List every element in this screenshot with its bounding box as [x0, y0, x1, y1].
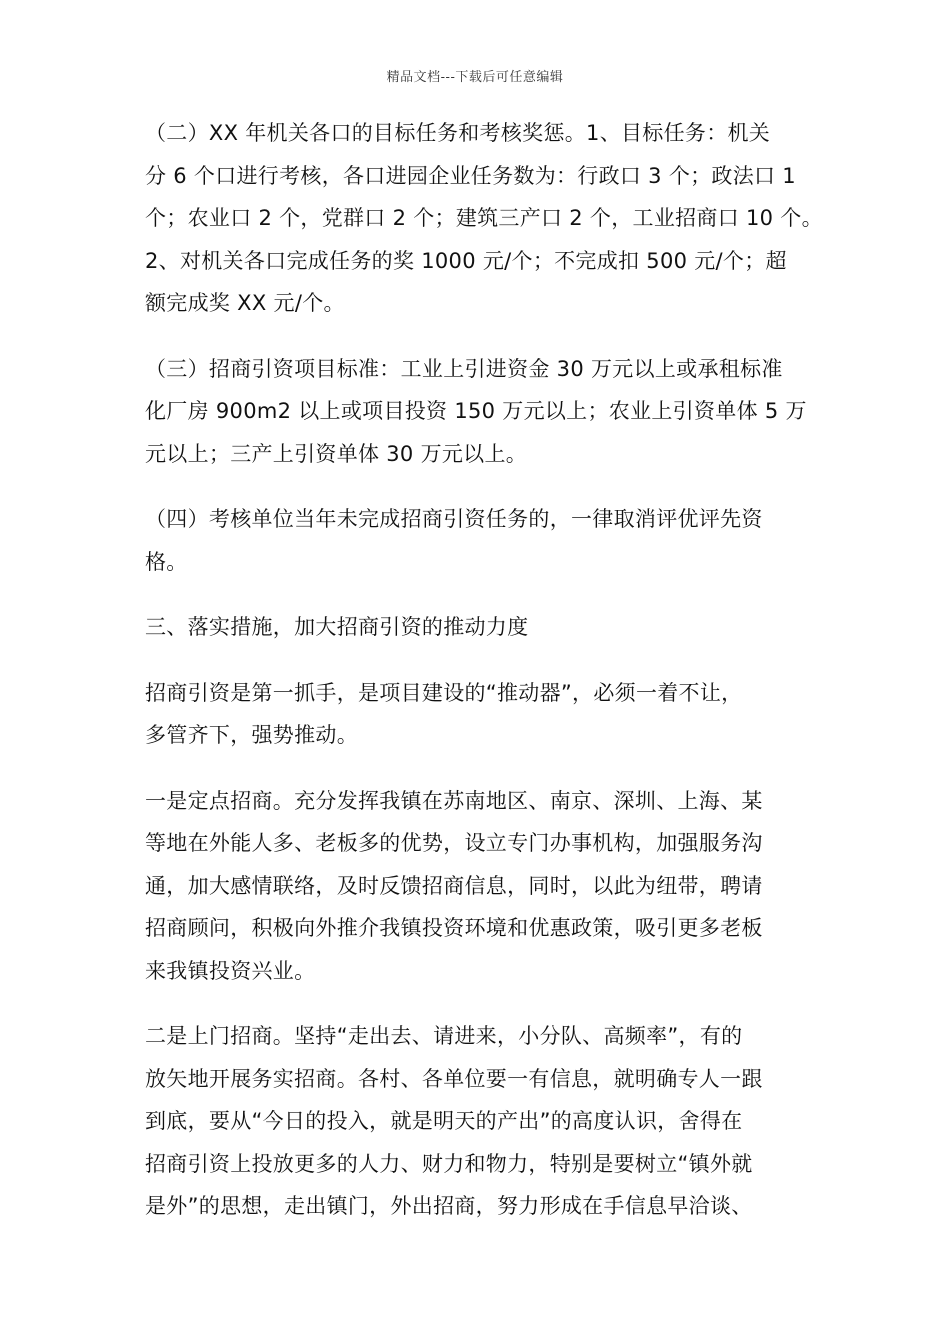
document-body [145, 112, 823, 1251]
text-line: （三）招商引资项目标准：工业上引进资金 30 万元以上或承租标准 [145, 356, 783, 381]
paragraph-fixed-point [145, 780, 810, 993]
text-line: 是外”的思想，走出镇门，外出招商，努力形成在手信息早洽谈、 [145, 1194, 753, 1218]
text-line: 2、对机关各口完成任务的奖 1000 元/个；不完成扣 500 元/个；超 [145, 248, 787, 273]
text-line: 放矢地开展务实招商。各村、各单位要一有信息，就明确专人一跟 [145, 1066, 763, 1091]
text-line: 通，加大感情联络，及时反馈招商信息，同时，以此为纽带，聘请 [145, 873, 763, 898]
text-line: 元以上；三产上引资单体 30 万元以上。 [145, 441, 528, 466]
text-line: 招商顾问，积极向外推介我镇投资环境和优惠政策，吸引更多老板 [145, 916, 763, 940]
text-line: 来我镇投资兴业。 [145, 958, 316, 983]
paragraph-intro [145, 672, 810, 757]
text-line: 到底，要从“今日的投入，就是明天的产出”的高度认识，舍得在 [145, 1109, 743, 1133]
text-line: 格。 [145, 549, 188, 574]
paragraph-assessment [145, 498, 810, 583]
text-line: 化厂房 900m2 以上或项目投资 150 万元以上；农业上引资单体 5 万 [145, 399, 807, 423]
text-line: 分 6 个口进行考核，各口进园企业任务数为：行政口 3 个；政法口 1 [145, 163, 796, 188]
paragraph-targets-rewards [145, 112, 823, 325]
page-header: 精品文档---下载后可任意编辑 [386, 70, 564, 85]
text-line: 多管齐下，强势推动。 [145, 723, 358, 747]
text-line: 等地在外能人多、老板多的优势，设立专门办事机构，加强服务沟 [145, 831, 763, 855]
text-line: 招商引资是第一抓手，是项目建设的“推动器”，必须一着不让， [145, 680, 743, 705]
text-line: 招商引资上投放更多的人力、财力和物力，特别是要树立“镇外就 [145, 1151, 753, 1176]
text-line: 二是上门招商。坚持“走出去、请进来，小分队、高频率”，有的 [145, 1024, 743, 1048]
text-line: 一是定点招商。充分发挥我镇在苏南地区、南京、深圳、上海、某 [145, 788, 763, 813]
text-line: 额完成奖 XX 元/个。 [145, 291, 345, 315]
paragraph-door-to-door [145, 1015, 810, 1228]
text-line: 个；农业口 2 个，党群口 2 个；建筑三产口 2 个，工业招商口 10 个。 [145, 206, 823, 230]
section-heading [145, 606, 810, 649]
text-line: （四）考核单位当年未完成招商引资任务的，一律取消评优评先资 [145, 507, 763, 531]
text-line: 三、落实措施，加大招商引资的推动力度 [145, 615, 529, 639]
text-line: （二）XX 年机关各口的目标任务和考核奖惩。1、目标任务：机关 [145, 121, 771, 145]
paragraph-project-standards [145, 348, 810, 476]
